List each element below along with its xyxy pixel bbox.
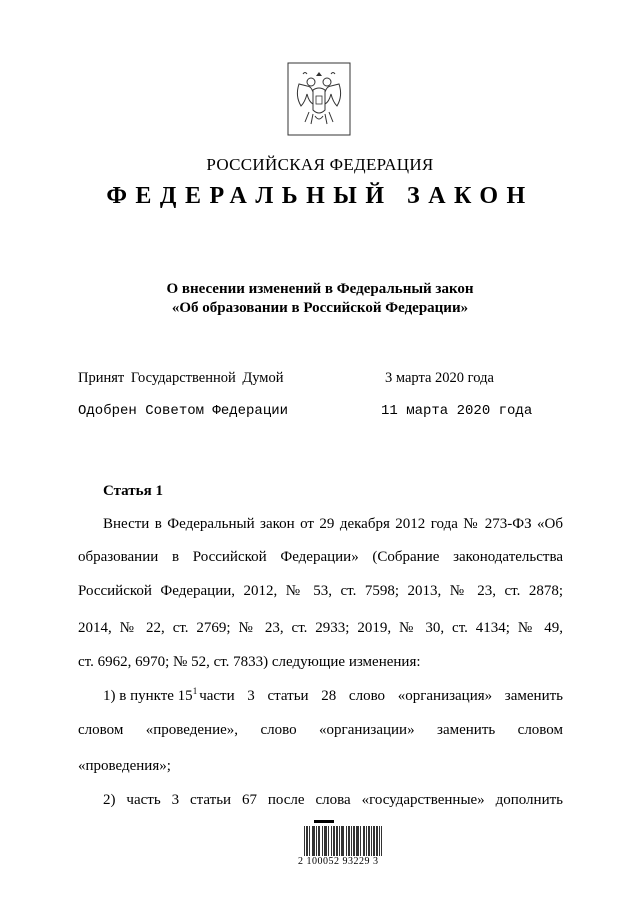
item-1-suffix: части 3 статьи 28 слово «организация» заменить — [199, 688, 563, 704]
article-text-line: Внести в Федеральный закон от 29 декабря 2012 года № 273-ФЗ «Об — [103, 516, 563, 532]
council-approval-label: Одобрен Советом Федерации — [78, 403, 289, 419]
council-approval-date: 11 марта 2020 года — [381, 403, 533, 419]
duma-adoption-label: Принят Государственной Думой — [78, 370, 284, 386]
item-2-line-1: 2) часть 3 статьи 67 после слова «государственные» дополнить — [103, 792, 563, 808]
item-1-line-2: словом «проведение», слово «организации» заменить словом — [78, 722, 563, 738]
article-text-line: ст. 6962, 6970; № 52, ст. 7833) следующие изменения: — [78, 654, 421, 670]
barcode-number: 2 100052 93229 3 — [298, 856, 379, 867]
item-1-line-1 — [103, 688, 563, 705]
article-text-line: образовании в Российской Федерации» (Собрание законодательства — [78, 549, 563, 565]
article-title: Статья 1 — [103, 483, 163, 499]
coat-of-arms-emblem — [287, 62, 351, 136]
country-name: РОССИЙСКАЯ ФЕДЕРАЦИЯ — [206, 155, 434, 174]
duma-adoption-date: 3 марта 2020 года — [385, 370, 494, 386]
barcode — [304, 820, 382, 856]
item-1-line-3: «проведения»; — [78, 758, 171, 774]
item-1-superscript: 1 — [192, 686, 198, 696]
article-text-line: Российской Федерации, 2012, № 53, ст. 7598; 2013, № 23, ст. 2878; — [78, 583, 563, 599]
article-text-line: 2014, № 22, ст. 2769; № 23, ст. 2933; 2019, № 30, ст. 4134; № 49, — [78, 620, 563, 636]
law-subject-line-1: О внесении изменений в Федеральный закон — [166, 281, 474, 297]
law-subject-line-2: «Об образовании в Российской Федерации» — [171, 300, 469, 316]
item-1-prefix: 1) в пункте 15 — [103, 688, 193, 704]
law-type-title: ФЕДЕРАЛЬНЫЙ ЗАКОН — [106, 183, 534, 209]
